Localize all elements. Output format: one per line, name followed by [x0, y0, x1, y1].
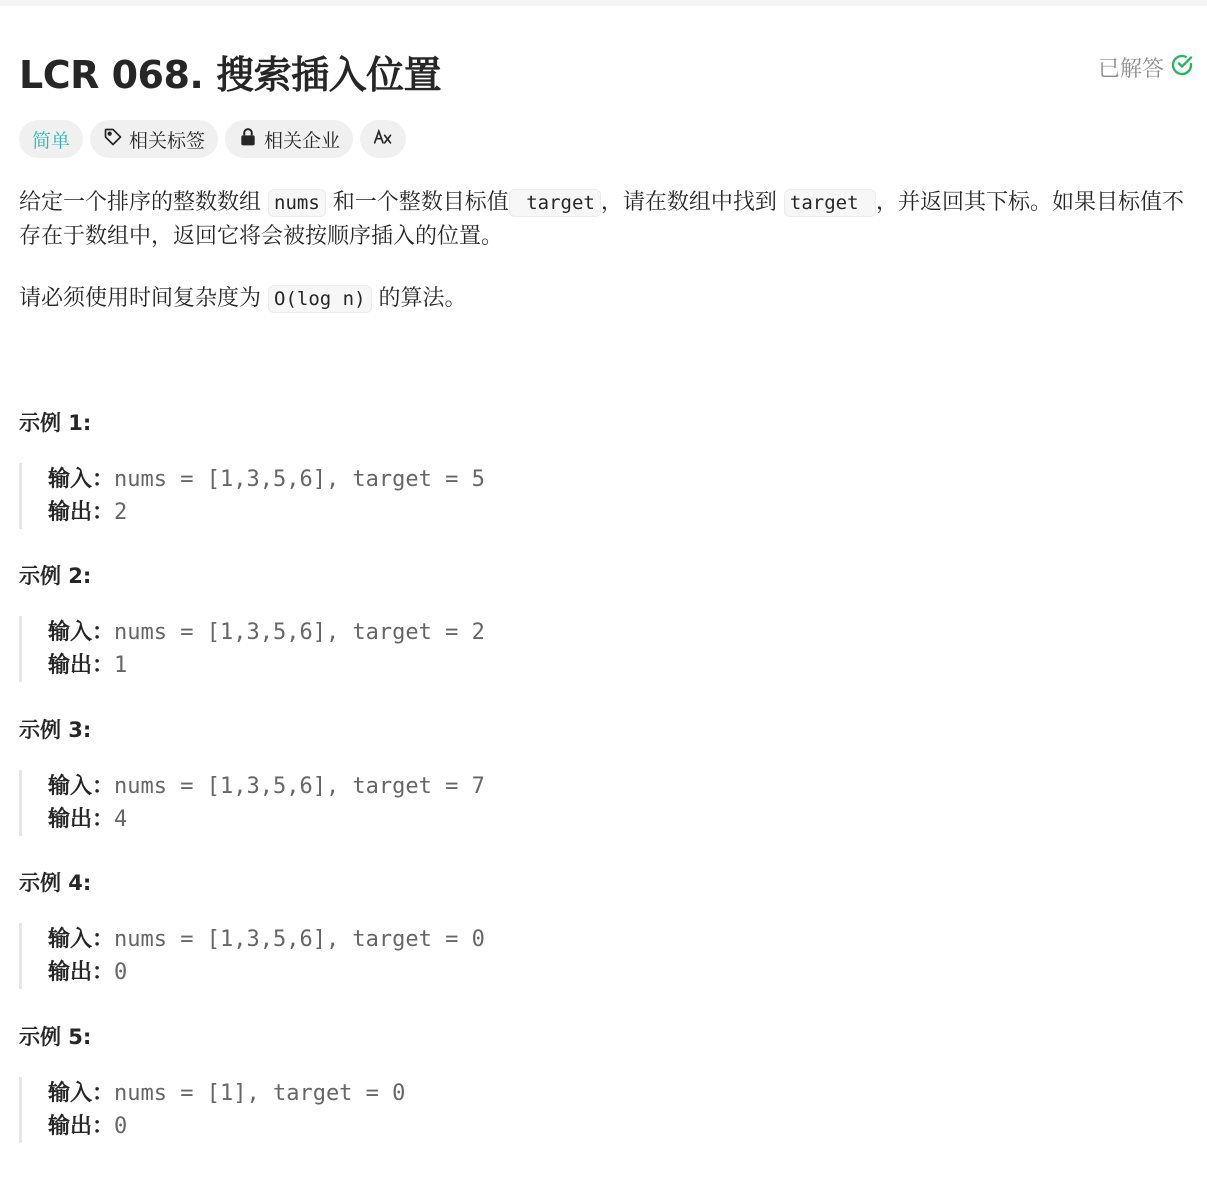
description-paragraph-1 [19, 186, 1194, 254]
output-label: 输出： [48, 807, 115, 832]
example-input-line [48, 1077, 619, 1110]
related-tags-button[interactable] [90, 120, 218, 158]
tag-icon [103, 127, 123, 152]
difficulty-badge[interactable] [19, 120, 83, 158]
example-output-value: 2 [114, 500, 128, 525]
translate-button[interactable] [360, 120, 406, 158]
related-companies-label: 相关企业 [264, 129, 341, 152]
example-title: 示例 5: [19, 1025, 92, 1049]
input-label: 输入： [48, 927, 115, 952]
lock-icon [238, 127, 258, 152]
example-input-value: nums = [1], target = 0 [114, 1081, 406, 1106]
output-label: 输出： [48, 1114, 115, 1139]
example-block [19, 1077, 619, 1143]
example-title: 示例 1: [19, 411, 92, 435]
translate-icon [373, 127, 393, 152]
example-output-line [48, 803, 619, 836]
example-block [19, 463, 619, 529]
example-input-value: nums = [1,3,5,6], target = 2 [114, 620, 485, 645]
example-output-value: 0 [114, 960, 128, 985]
example-block [19, 616, 619, 682]
example-input-line [48, 463, 619, 496]
example-input-value: nums = [1,3,5,6], target = 0 [114, 927, 485, 952]
desc-text: 的算法。 [378, 286, 467, 311]
example-output-value: 1 [114, 653, 128, 678]
example-output-line [48, 496, 619, 529]
code-target: target [784, 189, 876, 217]
example-input-line [48, 923, 619, 956]
desc-text: 请必须使用时间复杂度为 [19, 286, 262, 311]
related-tags-label: 相关标签 [129, 129, 206, 152]
input-label: 输入： [48, 1081, 115, 1106]
example-output-value: 0 [114, 1114, 128, 1139]
example-input-line [48, 616, 619, 649]
example-block [19, 770, 619, 836]
example-input-value: nums = [1,3,5,6], target = 7 [114, 774, 485, 799]
tag-bar [19, 120, 406, 158]
example-output-value: 4 [114, 807, 128, 832]
example-output-line [48, 649, 619, 682]
problem-description [19, 186, 1194, 316]
output-label: 输出： [48, 653, 115, 678]
input-label: 输入： [48, 774, 115, 799]
desc-text: 和一个整数目标值 [332, 190, 509, 215]
code-complexity: O(log n) [268, 285, 372, 313]
difficulty-label: 简单 [32, 129, 71, 152]
example-title: 示例 2: [19, 564, 92, 588]
example-title: 示例 4: [19, 871, 92, 895]
desc-text: ，请在数组中找到 [600, 190, 777, 215]
check-circle-icon [1170, 53, 1194, 83]
example-title: 示例 3: [19, 718, 92, 742]
input-label: 输入： [48, 620, 115, 645]
description-paragraph-2 [19, 282, 1194, 316]
example-input-line [48, 770, 619, 803]
top-bar [0, 0, 1207, 6]
input-label: 输入： [48, 467, 115, 492]
example-output-line [48, 956, 619, 989]
solved-status [1098, 52, 1194, 83]
solved-label: 已解答 [1097, 57, 1164, 82]
example-block [19, 923, 619, 989]
code-target: target [509, 189, 601, 217]
related-companies-button[interactable] [225, 120, 353, 158]
output-label: 输出： [48, 960, 115, 985]
desc-text: 给定一个排序的整数数组 [19, 190, 262, 215]
problem-title: LCR 068. 搜索插入位置 [19, 53, 442, 97]
problem-header [19, 40, 1194, 96]
output-label: 输出： [48, 500, 115, 525]
desc-text: ，并返回其下标。如果目标值不存在于数组中，返回它将会被按顺序插入的位置。 [19, 190, 1184, 249]
code-nums: nums [268, 189, 326, 217]
example-input-value: nums = [1,3,5,6], target = 5 [114, 467, 485, 492]
example-output-line [48, 1110, 619, 1143]
